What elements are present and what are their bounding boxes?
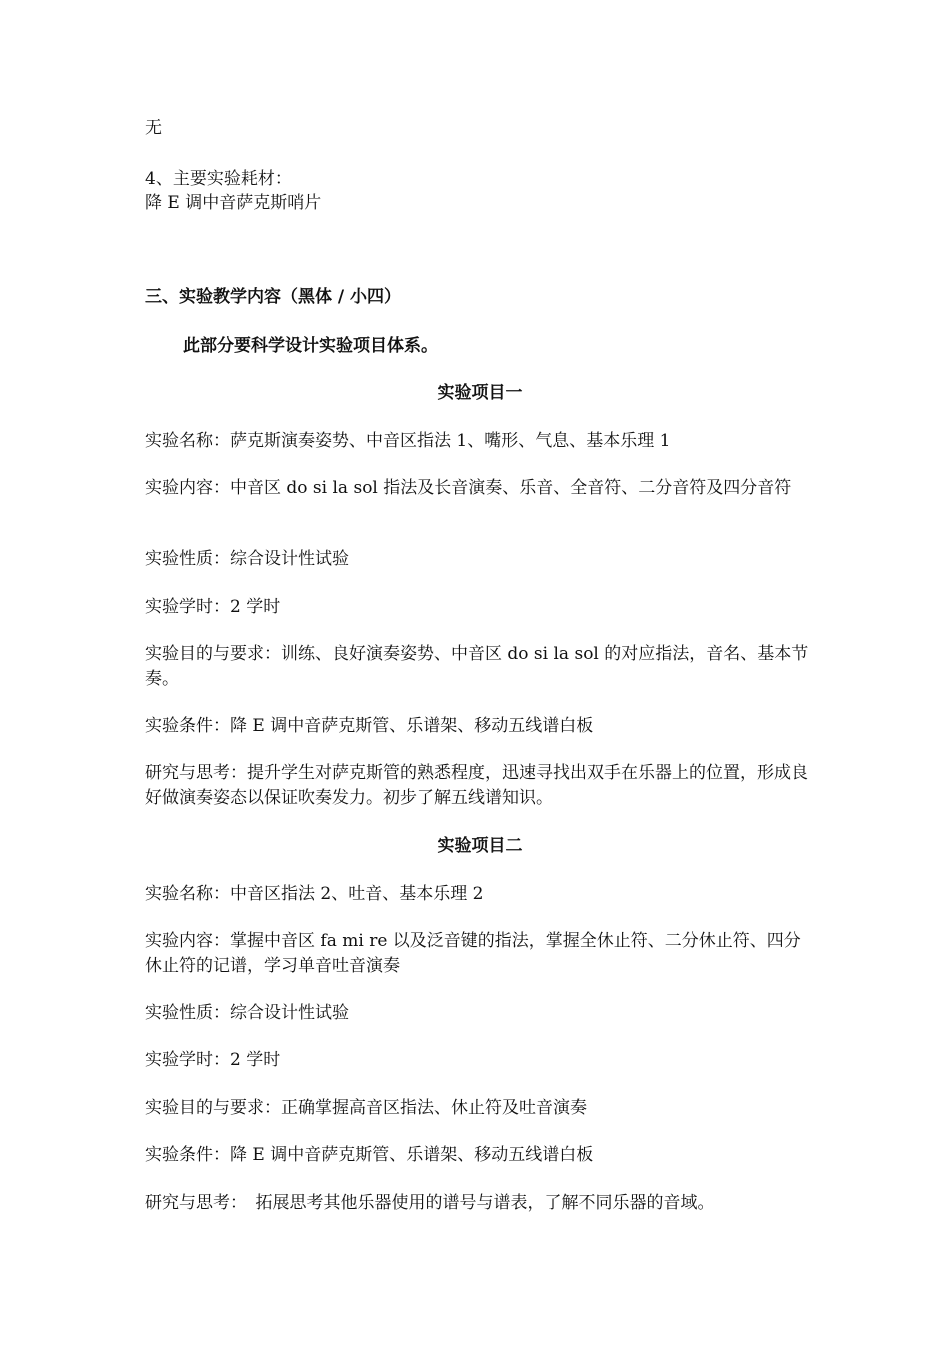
consumables-label: 4、主要实验耗材： — [145, 169, 292, 189]
project-1-research: 研究与思考：提升学生对萨克斯管的熟悉程度，迅速寻找出双手在乐器上的位置，形成良好做演奏姿态以保证吹奏发力。初步了解五线谱知识。 — [145, 763, 808, 808]
project-2-title: 实验项目二 — [437, 836, 523, 856]
project-1-conditions: 实验条件：降 E 调中音萨克斯管、乐谱架、移动五线谱白板 — [145, 716, 594, 736]
project-2-content: 实验内容：掌握中音区 fa mi re 以及泛音键的指法，掌握全休止符、二分休止符、四分休止符的记谱，学习单音吐音演奏 — [145, 931, 801, 976]
project-1-title: 实验项目一 — [437, 383, 523, 403]
project-1-goal: 实验目的与要求：训练、良好演奏姿势、中音区 do si la sol 的对应指法，音名、基本节奏。 — [145, 644, 809, 689]
project-1-content: 实验内容：中音区 do si la sol 指法及长音演奏、乐音、全音符、二分音符及四分音符 — [145, 478, 792, 498]
project-2-research: 研究与思考： 拓展思考其他乐器使用的谱号与谱表，了解不同乐器的音域。 — [145, 1193, 715, 1213]
none-text: 无 — [145, 118, 162, 138]
consumables-value: 降 E 调中音萨克斯哨片 — [145, 193, 322, 213]
section-intro: 此部分要科学设计实验项目体系。 — [183, 336, 438, 356]
project-1-hours: 实验学时：2 学时 — [145, 597, 281, 617]
project-1-name: 实验名称：萨克斯演奏姿势、中音区指法 1、嘴形、气息、基本乐理 1 — [145, 431, 671, 451]
project-2-name: 实验名称：中音区指法 2、吐音、基本乐理 2 — [145, 884, 484, 904]
project-2-hours: 实验学时：2 学时 — [145, 1050, 281, 1070]
project-2-nature: 实验性质：综合设计性试验 — [145, 1003, 349, 1023]
section-title: 三、实验教学内容（黑体 / 小四） — [145, 287, 402, 307]
project-1-nature: 实验性质：综合设计性试验 — [145, 549, 349, 569]
project-2-conditions: 实验条件：降 E 调中音萨克斯管、乐谱架、移动五线谱白板 — [145, 1145, 594, 1165]
project-2-goal: 实验目的与要求：正确掌握高音区指法、休止符及吐音演奏 — [145, 1098, 587, 1118]
